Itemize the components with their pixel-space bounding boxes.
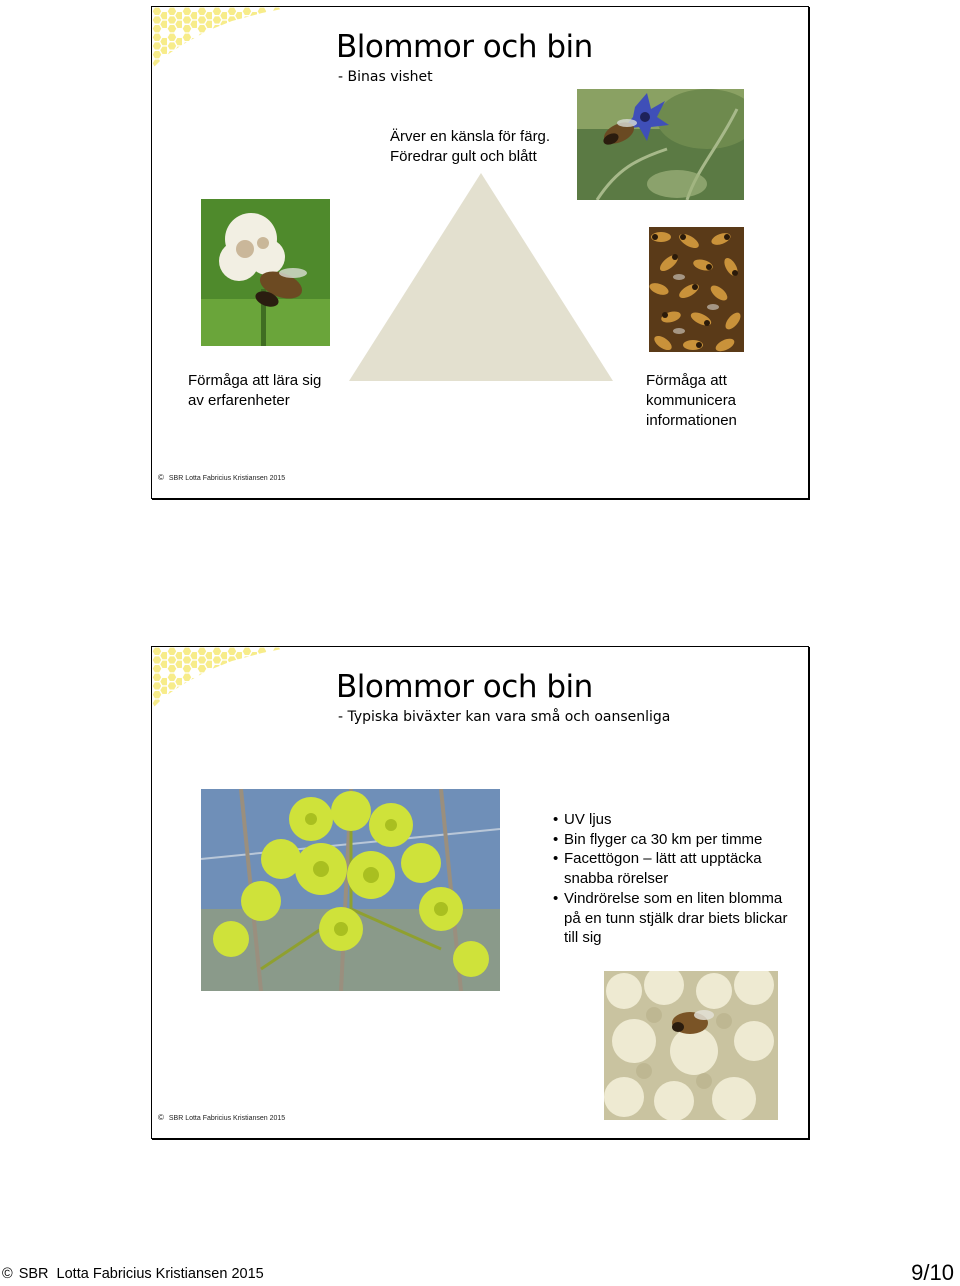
bee-swarm-photo — [649, 227, 744, 352]
page-footer-text: SBR Lotta Fabricius Kristiansen 2015 — [18, 1266, 264, 1282]
copyright-icon: © — [158, 473, 164, 482]
copyright-icon: © — [2, 1266, 13, 1282]
copyright-icon: © — [158, 1113, 164, 1122]
slide-1 — [151, 6, 809, 499]
bee-on-clover-photo — [201, 199, 330, 346]
right-caption — [646, 371, 737, 431]
bullet-list — [552, 810, 802, 948]
bee-on-blue-flower-photo — [577, 89, 744, 200]
honeycomb-decoration — [152, 647, 292, 709]
slide-title: Blommor och bin — [336, 669, 593, 705]
footer-text: SBR Lotta Fabricius Kristiansen 2015 — [168, 475, 286, 482]
maple-flowers-photo — [201, 789, 500, 991]
slide-subtitle: - Typiska biväxter kan vara små och oansenliga — [338, 709, 671, 725]
caption-line: Ärver en känsla för färg. — [390, 128, 551, 145]
page-footer — [2, 1266, 264, 1282]
top-caption — [390, 127, 550, 167]
caption-line: Föredrar gult och blått — [390, 148, 537, 165]
caption-line: Förmåga att — [646, 372, 727, 389]
caption-line: informationen — [646, 412, 737, 429]
slide-subtitle: - Binas vishet — [338, 69, 433, 85]
caption-line: av erfarenheter — [188, 392, 290, 409]
bullet-item: • Vindrörelse som en liten blomma på en tunn stjälk drar biets blickar till sig — [552, 889, 802, 948]
bullet-item: • Bin flyger ca 30 km per timme — [552, 830, 802, 850]
caption-line: kommunicera — [646, 392, 737, 409]
caption-line: Förmåga att lära sig — [188, 372, 322, 389]
footer-text: SBR Lotta Fabricius Kristiansen 2015 — [168, 1115, 286, 1122]
slide-2 — [151, 646, 809, 1139]
honeycomb-decoration — [152, 7, 292, 69]
slide-title: Blommor och bin — [336, 29, 593, 65]
page-number: 9/10 — [911, 1260, 954, 1285]
bee-on-cream-flowers-photo — [604, 971, 778, 1120]
triangle-diagram — [349, 173, 613, 381]
slide-footer — [158, 1113, 285, 1122]
bullet-item: • Facettögon – lätt att upptäcka snabba rörelser — [552, 849, 802, 888]
bullet-item: • UV ljus — [552, 810, 802, 830]
slide-footer — [158, 473, 285, 482]
left-caption — [188, 371, 321, 411]
